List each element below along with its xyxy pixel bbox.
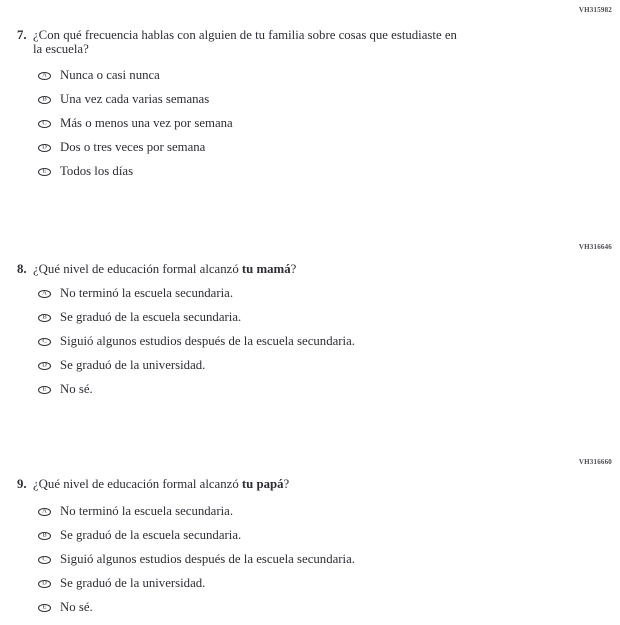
question-8-prefix: ¿Qué nivel de educación formal alcanzó [33, 262, 242, 276]
answer-option-label: Se graduó de la escuela secundaria. [60, 310, 242, 324]
bubble-letter: B [42, 313, 47, 321]
answer-bubble-e[interactable] [38, 386, 51, 394]
question-9-text [33, 477, 289, 491]
answer-option-row [38, 529, 355, 541]
answer-bubble-d[interactable] [38, 362, 51, 370]
answer-bubble-c[interactable] [38, 556, 51, 564]
answer-bubble-a[interactable] [38, 290, 51, 298]
question-7-line-2: la escuela? [33, 42, 89, 56]
answer-option-row [38, 311, 355, 323]
answer-bubble-c[interactable] [38, 338, 51, 346]
answer-bubble-e[interactable] [38, 168, 51, 176]
question-8-suffix: ? [290, 262, 297, 276]
bubble-letter: E [42, 385, 47, 393]
answer-bubble-d[interactable] [38, 144, 51, 152]
answer-option-label: Siguió algunos estudios después de la escuela secundaria. [60, 334, 355, 348]
answer-option-row [38, 577, 355, 589]
question-9-bold: tu papá [241, 477, 284, 491]
bubble-letter: D [42, 143, 47, 151]
answer-option-label: Se graduó de la universidad. [60, 358, 206, 372]
question-9-suffix: ? [283, 477, 290, 491]
bubble-letter: A [42, 71, 47, 79]
answer-option-label: No terminó la escuela secundaria. [60, 286, 234, 300]
bubble-letter: B [42, 531, 47, 539]
answer-option-row [38, 553, 355, 565]
question-7-text-row [17, 28, 457, 56]
answer-option-row [38, 69, 233, 81]
answer-option-row [38, 383, 355, 395]
answer-bubble-b[interactable] [38, 532, 51, 540]
answer-option-row [38, 141, 233, 153]
answer-option-label: No sé. [60, 382, 93, 396]
question-7-number: 7. [17, 28, 27, 42]
answer-option-label: Todos los días [60, 164, 134, 178]
question-7-line-1: ¿Con qué frecuencia hablas con alguien de tu familia sobre cosas que estudiaste en [33, 28, 457, 42]
answer-option-label: No sé. [60, 600, 93, 614]
answer-option-row [38, 117, 233, 129]
bubble-letter: E [42, 603, 47, 611]
answer-option-label: Una vez cada varias semanas [60, 92, 210, 106]
bubble-letter: A [42, 507, 47, 515]
answer-bubble-d[interactable] [38, 580, 51, 588]
item-id-code: VH315982 [578, 6, 612, 14]
item-id-code: VH316646 [578, 243, 612, 251]
question-9-text-row [17, 477, 289, 491]
answer-bubble-a[interactable] [38, 508, 51, 516]
answer-option-label: Se graduó de la escuela secundaria. [60, 528, 242, 542]
answer-option-label: Nunca o casi nunca [60, 68, 160, 82]
question-7-text [33, 28, 457, 56]
answer-option-row [38, 165, 233, 177]
bubble-letter: C [42, 555, 47, 563]
answer-option-row [38, 601, 355, 613]
bubble-letter: D [42, 361, 47, 369]
question-9-prefix: ¿Qué nivel de educación formal alcanzó [33, 477, 242, 491]
question-8-options [38, 287, 355, 407]
answer-bubble-e[interactable] [38, 604, 51, 612]
answer-bubble-b[interactable] [38, 96, 51, 104]
answer-option-row [38, 287, 355, 299]
question-9-options [38, 505, 355, 625]
question-8-text [33, 262, 296, 276]
answer-option-row [38, 359, 355, 371]
answer-bubble-c[interactable] [38, 120, 51, 128]
answer-bubble-b[interactable] [38, 314, 51, 322]
item-id-code: VH316660 [578, 458, 612, 466]
question-8-bold: tu mamá [241, 262, 291, 276]
answer-option-label: Se graduó de la universidad. [60, 576, 206, 590]
answer-option-label: No terminó la escuela secundaria. [60, 504, 234, 518]
bubble-letter: B [42, 95, 47, 103]
question-8-number: 8. [17, 262, 27, 276]
question-9-number: 9. [17, 477, 27, 491]
bubble-letter: A [42, 289, 47, 297]
bubble-letter: C [42, 119, 47, 127]
bubble-letter: E [42, 167, 47, 175]
question-8-text-row [17, 262, 296, 276]
answer-option-row [38, 335, 355, 347]
answer-option-label: Más o menos una vez por semana [60, 116, 233, 130]
answer-bubble-a[interactable] [38, 72, 51, 80]
bubble-letter: D [42, 579, 47, 587]
answer-option-label: Siguió algunos estudios después de la escuela secundaria. [60, 552, 355, 566]
answer-option-row [38, 93, 233, 105]
question-7-options [38, 69, 233, 189]
answer-option-label: Dos o tres veces por semana [60, 140, 206, 154]
answer-option-row [38, 505, 355, 517]
bubble-letter: C [42, 337, 47, 345]
